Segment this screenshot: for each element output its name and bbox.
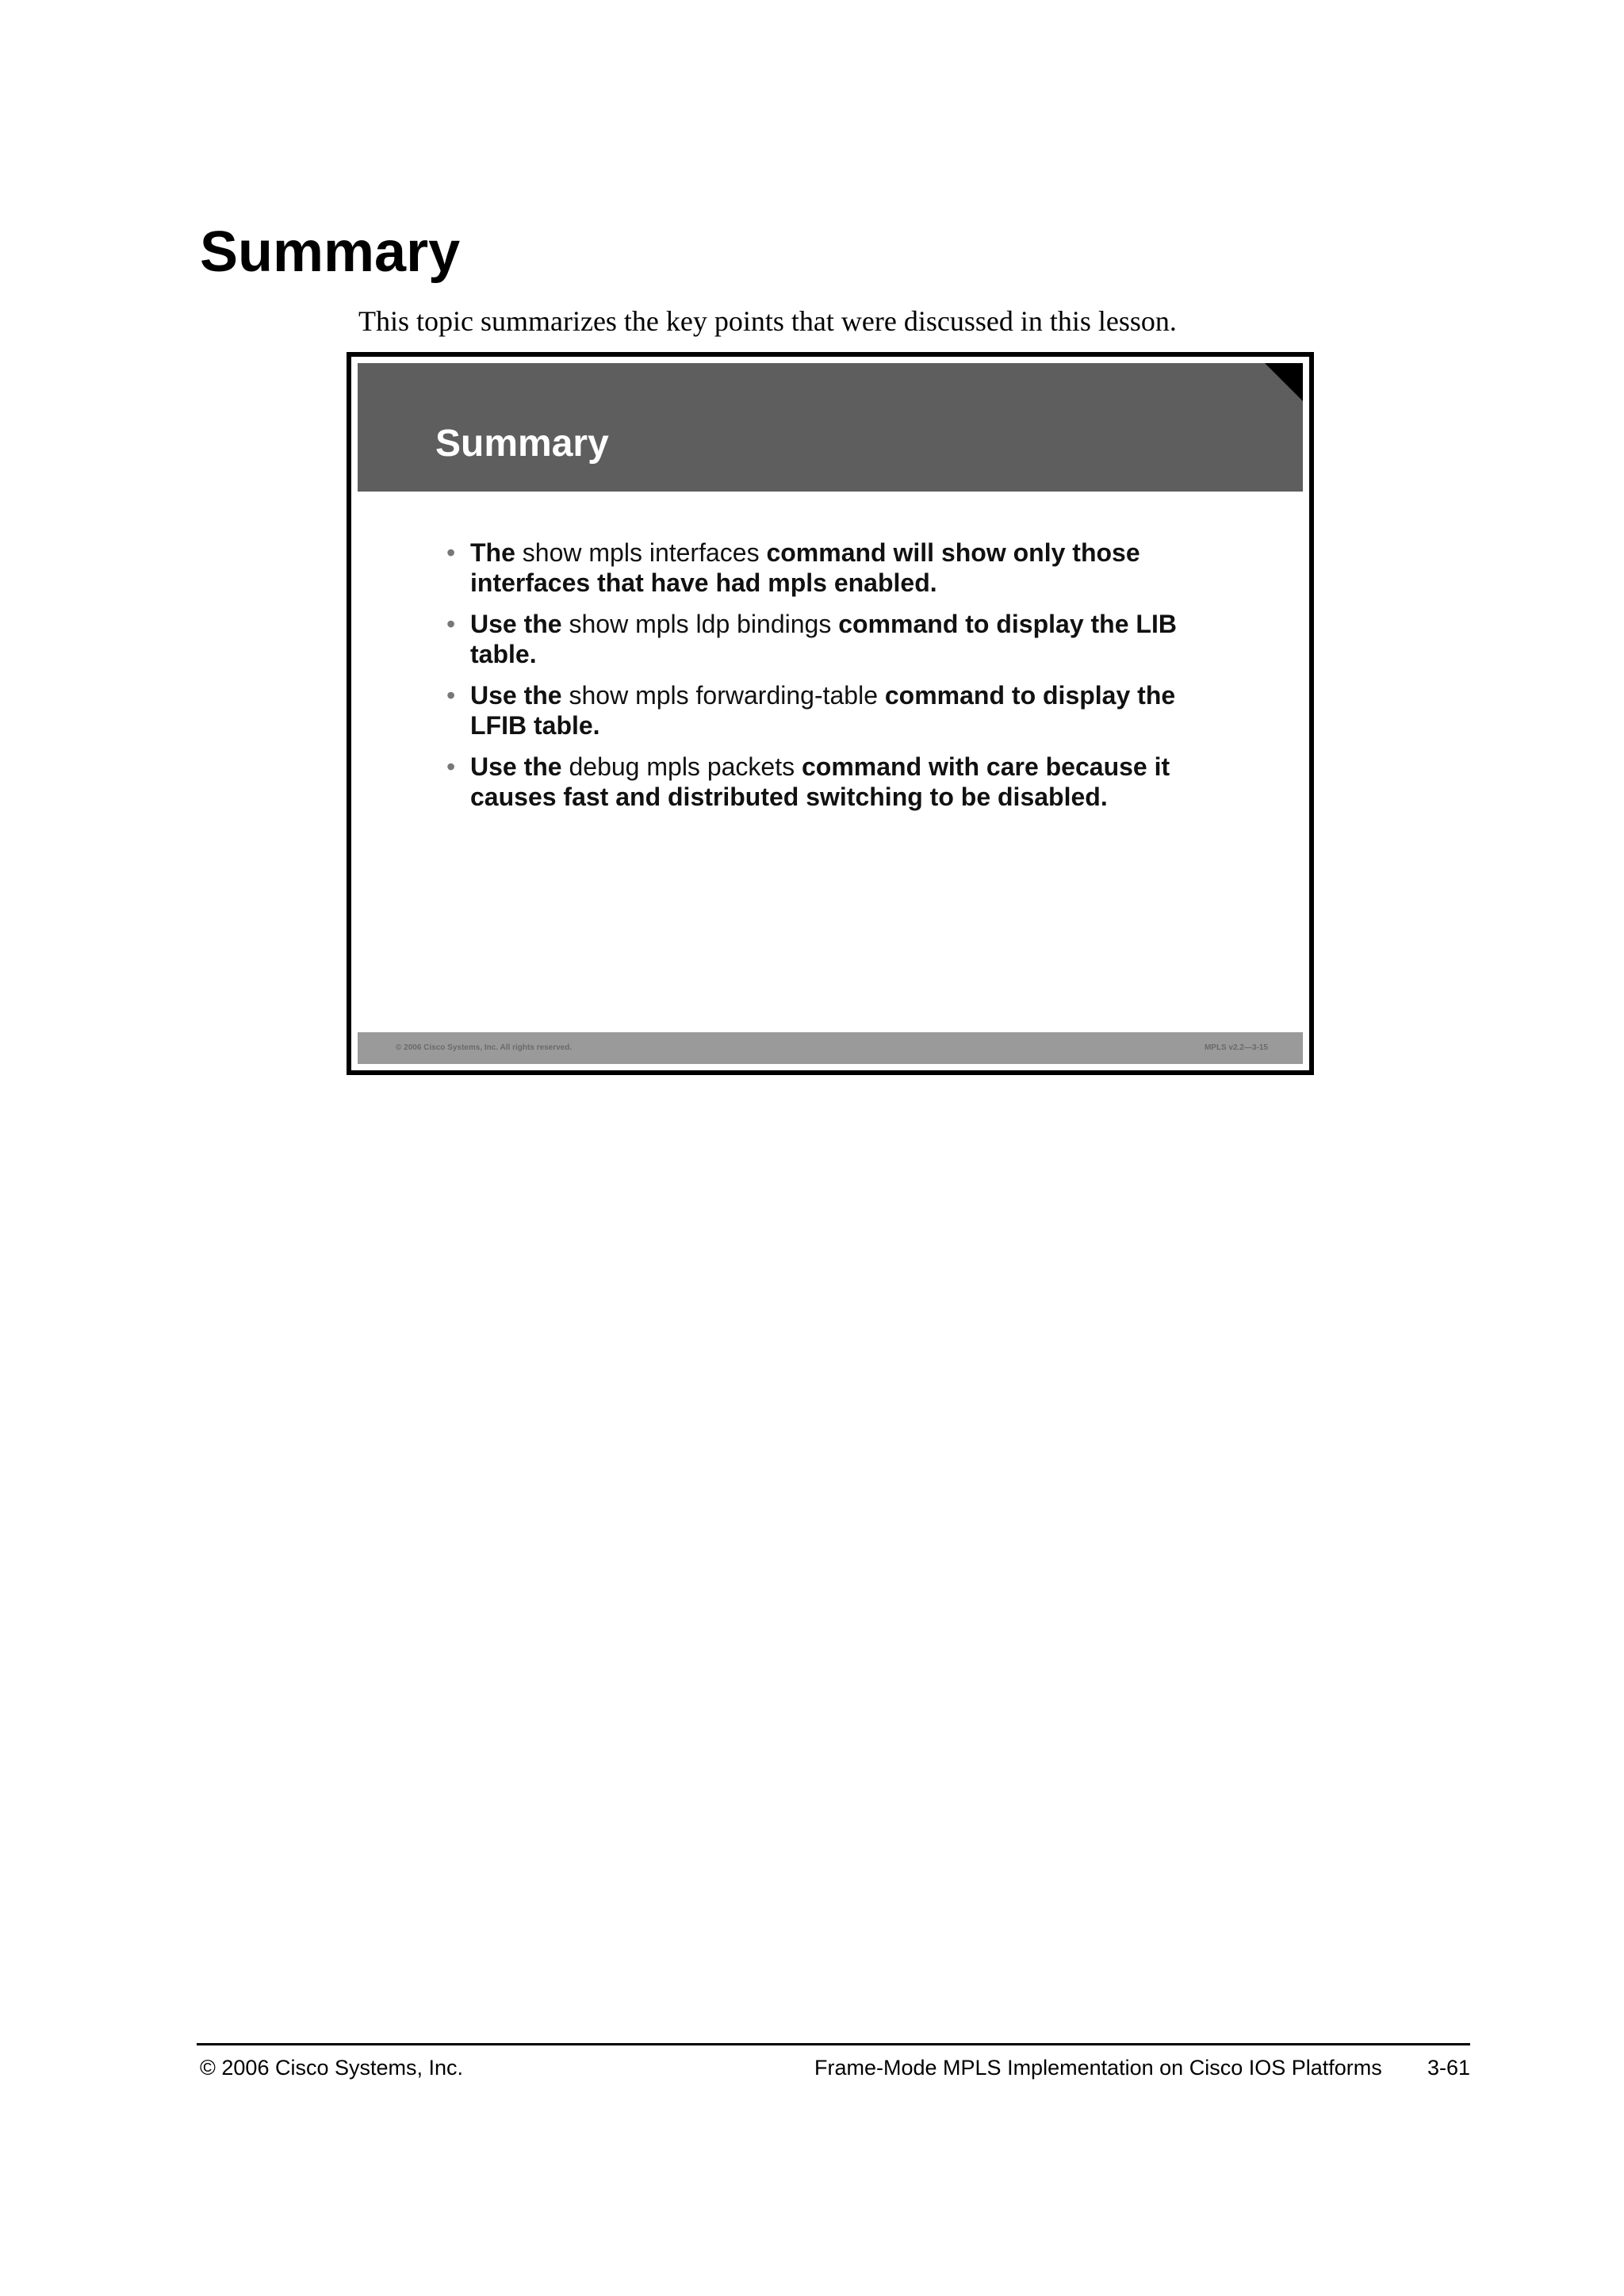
bullet-command: show mpls forwarding-table (561, 681, 885, 710)
intro-paragraph: This topic summarizes the key points that were discussed in this lesson. (358, 305, 1177, 337)
bullet-bold-lead: The (470, 538, 515, 567)
corner-triangle-icon (1265, 363, 1303, 401)
slide-title: Summary (435, 423, 609, 465)
bullet-icon: • (446, 752, 456, 781)
bullet-icon: • (446, 538, 456, 567)
bullet-bold-lead: Use the (470, 681, 562, 710)
bullet-command: show mpls ldp bindings (561, 610, 839, 638)
slide-copyright: © 2006 Cisco Systems, Inc. All rights reserved. (396, 1043, 573, 1052)
bullet-icon: • (446, 610, 456, 638)
footer-divider (197, 2043, 1470, 2045)
bullet-bold-tail: command will show only those interfaces that have had mpls enabled. (470, 538, 1140, 597)
bullet-bold-tail: command to display the LIB table. (470, 610, 1177, 668)
slide-footer-bar (358, 1032, 1303, 1064)
bullet-bold-lead: Use the (470, 752, 562, 781)
footer-copyright: © 2006 Cisco Systems, Inc. (200, 2056, 464, 2080)
bullet-icon: • (446, 681, 456, 710)
bullet-bold-lead: Use the (470, 610, 562, 638)
bullet-list (446, 538, 1208, 823)
footer-page-number: 3-61 (1427, 2056, 1471, 2080)
footer-document-title: Frame-Mode MPLS Implementation on Cisco IOS Platforms (814, 2056, 1382, 2080)
bullet-bold-tail: command with care because it causes fast and distributed switching to be disabled. (470, 752, 1170, 811)
list-item (446, 609, 1208, 669)
page-title: Summary (200, 220, 461, 284)
bullet-command: show mpls interfaces (515, 538, 767, 567)
list-item (446, 538, 1208, 598)
list-item (446, 752, 1208, 812)
slide-header-bar (358, 363, 1303, 492)
list-item (446, 680, 1208, 740)
bullet-command: debug mpls packets (561, 752, 802, 781)
slide-frame (347, 352, 1314, 1075)
bullet-bold-tail: command to display the LFIB table. (470, 681, 1176, 740)
slide-number: MPLS v2.2—3-15 (1204, 1043, 1268, 1052)
